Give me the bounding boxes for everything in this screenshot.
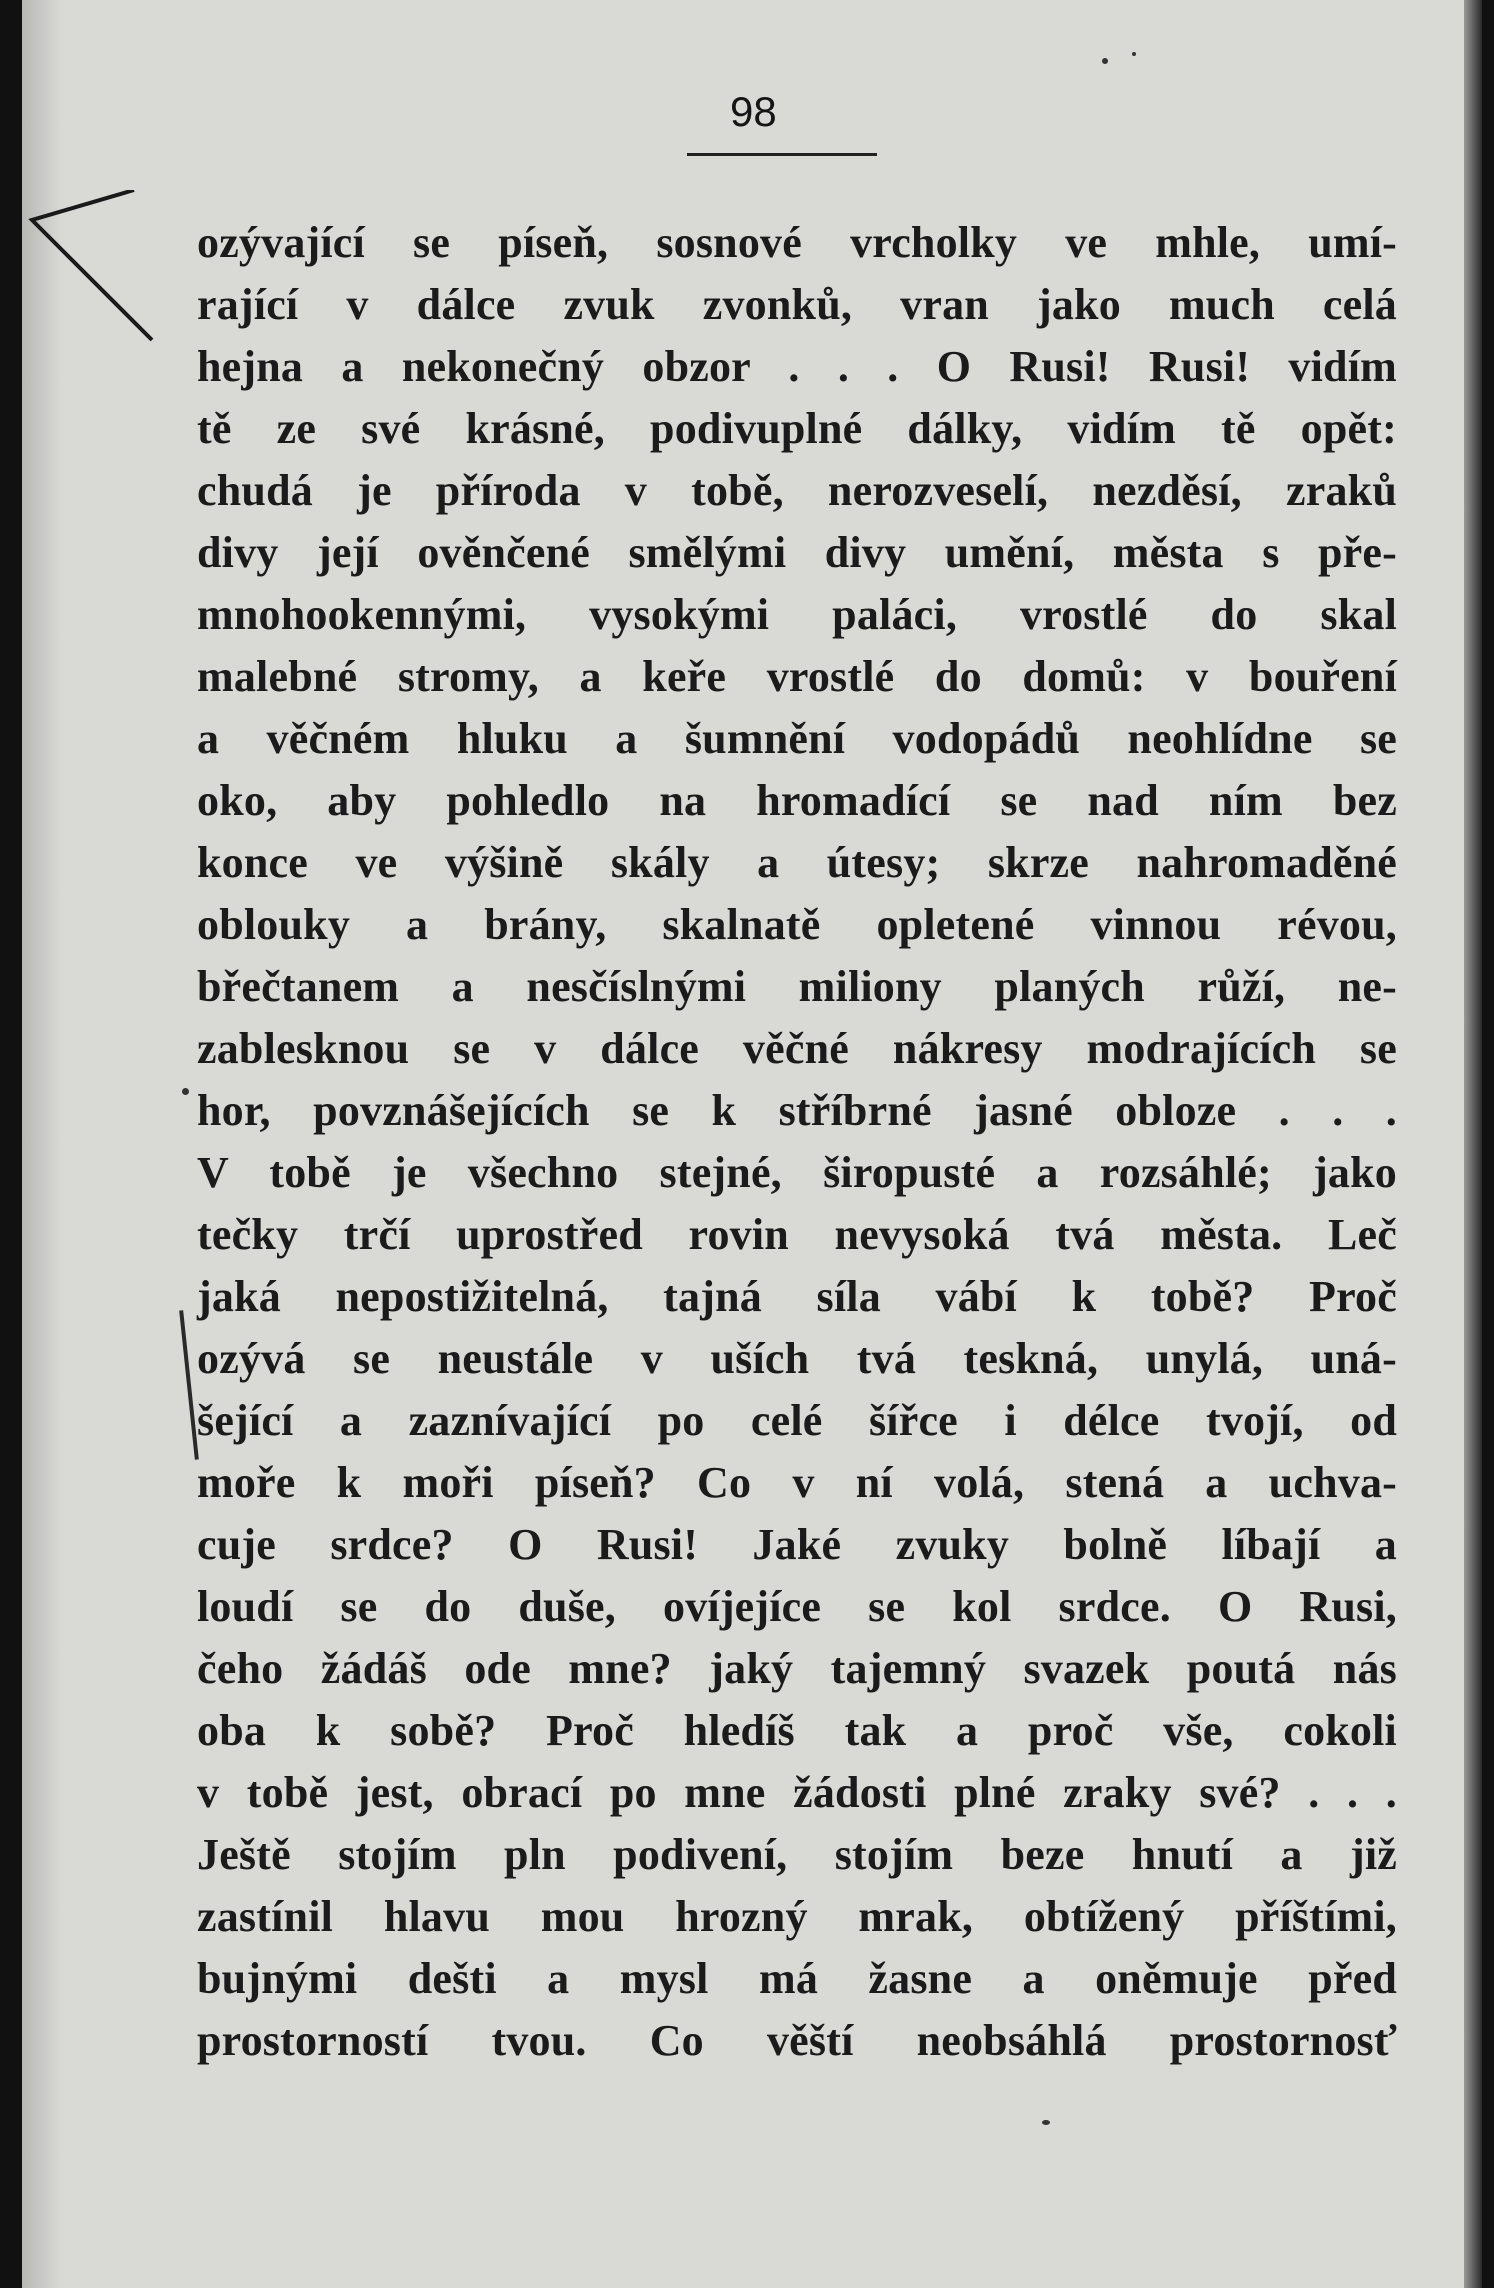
scan-speck	[182, 1088, 189, 1095]
text-line: břečtanem a nesčíslnými miliony planých růží, ne-	[197, 962, 1397, 1011]
text-line: v tobě jest, obrací po mne žádosti plné zraky své? . . .	[197, 1768, 1397, 1817]
text-line: mnohookennými, vysokými paláci, vrostlé do skal	[197, 590, 1397, 639]
text-line: oko, aby pohledlo na hromadící se nad ním bez	[197, 776, 1397, 825]
header-rule	[687, 153, 877, 156]
text-line: malebné stromy, a keře vrostlé do domů: v bouření	[197, 652, 1397, 701]
text-line: rající v dálce zvuk zvonků, vran jako much celá	[197, 280, 1397, 329]
page-edge-right	[1464, 0, 1482, 2288]
text-line: Ještě stojím pln podivení, stojím beze hnutí a již	[197, 1830, 1397, 1879]
text-line: konce ve výšině skály a útesy; skrze nahromaděné	[197, 838, 1397, 887]
scan-speck	[1132, 52, 1136, 56]
text-line: jaká nepostižitelná, tajná síla vábí k tobě? Proč	[197, 1272, 1397, 1321]
pencil-margin-mark	[22, 190, 162, 350]
text-line: šející a zaznívající po celé šířce i délce tvojí, od	[197, 1396, 1397, 1445]
scan-speck	[1102, 58, 1108, 64]
text-line: chudá je příroda v tobě, nerozveselí, nezděsí, zraků	[197, 466, 1397, 515]
text-line: oblouky a brány, skalnatě opletené vinnou révou,	[197, 900, 1397, 949]
text-line: ozývá se neustále v uších tvá teskná, unylá, uná-	[197, 1334, 1397, 1383]
pencil-bracket-mark	[179, 1310, 199, 1460]
text-line: moře k moři píseň? Co v ní volá, stená a uchva-	[197, 1458, 1397, 1507]
text-line: V tobě je všechno stejné, širopusté a rozsáhlé; jako	[197, 1148, 1397, 1197]
text-line: čeho žádáš ode mne? jaký tajemný svazek poutá nás	[197, 1644, 1397, 1693]
text-line: zablesknou se v dálce věčné nákresy modrajících se	[197, 1024, 1397, 1073]
text-line: ozývající se píseň, sosnové vrcholky ve mhle, umí-	[197, 218, 1397, 267]
text-line: hejna a nekonečný obzor . . . O Rusi! Rusi! vidím	[197, 342, 1397, 391]
text-line: divy její ověnčené smělými divy umění, města s pře-	[197, 528, 1397, 577]
text-line: a věčném hluku a šumnění vodopádů neohlídne se	[197, 714, 1397, 763]
text-line: oba k sobě? Proč hledíš tak a proč vše, cokoli	[197, 1706, 1397, 1755]
text-line: loudí se do duše, ovíjejíce se kol srdce. O Rusi,	[197, 1582, 1397, 1631]
text-line: tečky trčí uprostřed rovin nevysoká tvá města. Leč	[197, 1210, 1397, 1259]
scan-speck	[1042, 2120, 1050, 2125]
text-line: zastínil hlavu mou hrozný mrak, obtížený příštími,	[197, 1892, 1397, 1941]
text-line: hor, povznášejících se k stříbrné jasné obloze . . .	[197, 1086, 1397, 1135]
scanned-page	[22, 0, 1482, 2288]
body-text	[197, 212, 1397, 2072]
text-line: tě ze své krásné, podivuplné dálky, vidím tě opět:	[197, 404, 1397, 453]
page-number: 98	[730, 88, 777, 135]
text-line: prostorností tvou. Co věští neobsáhlá prostornosť	[197, 2016, 1397, 2065]
text-line: bujnými dešti a mysl má žasne a oněmuje před	[197, 1954, 1397, 2003]
text-line: cuje srdce? O Rusi! Jaké zvuky bolně líbají a	[197, 1520, 1397, 1569]
